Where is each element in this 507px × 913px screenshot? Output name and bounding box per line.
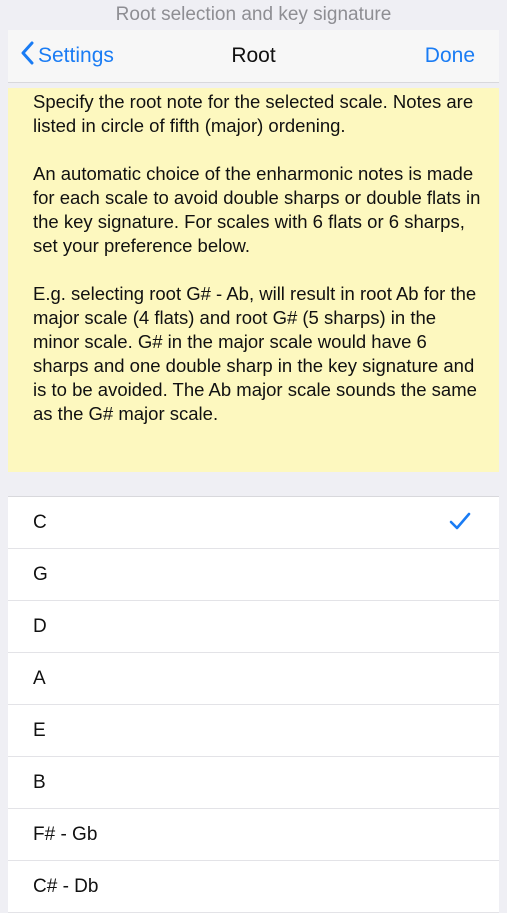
checkmark-icon bbox=[449, 511, 471, 536]
root-note-label: C bbox=[33, 511, 47, 533]
info-paragraph: An automatic choice of the enharmonic notes is made for each scale to avoid double sharps or double flats in the key signature. For scales with 6 flats or 6 sharps, set your preference below. bbox=[33, 163, 481, 256]
root-note-item-g[interactable] bbox=[8, 549, 499, 601]
root-note-label: G bbox=[33, 563, 48, 585]
root-note-item-d[interactable] bbox=[8, 601, 499, 653]
root-note-item-c[interactable] bbox=[8, 497, 499, 549]
root-note-label: C# - Db bbox=[33, 875, 99, 897]
root-note-item-f-sharp-g-flat[interactable] bbox=[8, 809, 499, 861]
root-note-item-e[interactable] bbox=[8, 705, 499, 757]
back-button-label: Settings bbox=[38, 44, 114, 67]
info-paragraph: Specify the root note for the selected scale. Notes are listed in circle of fifth (major) ordening. bbox=[33, 91, 474, 136]
navigation-bar bbox=[8, 30, 499, 83]
root-note-item-a[interactable] bbox=[8, 653, 499, 705]
page-title: Root bbox=[231, 44, 276, 67]
root-note-item-c-sharp-d-flat[interactable] bbox=[8, 861, 499, 913]
root-note-label: A bbox=[33, 667, 46, 689]
done-button[interactable]: Done bbox=[424, 44, 475, 67]
back-button[interactable] bbox=[20, 30, 114, 82]
chevron-left-icon bbox=[20, 41, 38, 71]
info-panel bbox=[8, 88, 499, 472]
root-note-label: E bbox=[33, 719, 46, 741]
root-settings-sheet bbox=[8, 30, 499, 900]
screen-caption: Root selection and key signature bbox=[115, 4, 392, 25]
root-note-label: B bbox=[33, 771, 46, 793]
root-note-label: D bbox=[33, 615, 47, 637]
root-note-label: F# - Gb bbox=[33, 823, 98, 845]
info-paragraph: E.g. selecting root G# - Ab, will result in root Ab for the major scale (4 flats) and root G# (5 sharps) in the minor scale. G# in the major scale would have 6 sharps and one double sharp in the key signature and is to be avoided. The Ab major scale sounds the same as the G# major scale. bbox=[33, 283, 477, 424]
root-note-item-b[interactable] bbox=[8, 757, 499, 809]
root-note-list bbox=[8, 496, 499, 913]
